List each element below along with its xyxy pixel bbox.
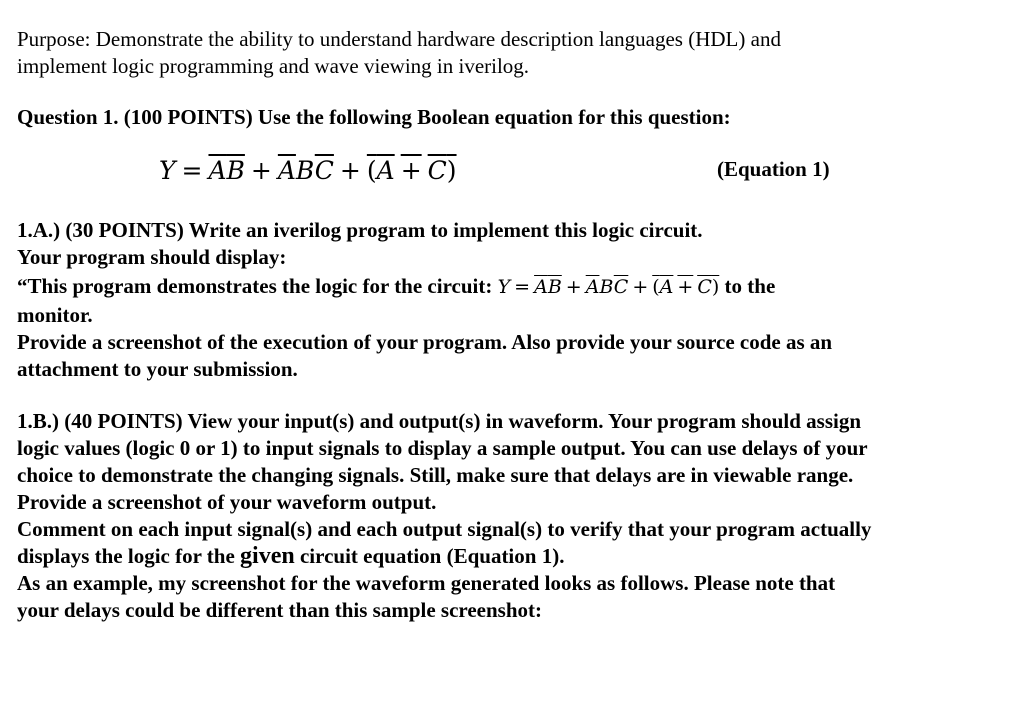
eq-a-bar: $\overline{A}$ xyxy=(534,276,548,298)
eq-negated-group xyxy=(652,276,719,298)
part-a-line-2: Your program should display: xyxy=(17,245,287,269)
part-a-line-1: 1.A.) (30 POINTS) Write an iverilog program to implement this logic circuit. xyxy=(17,218,703,242)
spacer xyxy=(17,80,977,104)
eq-plus: + xyxy=(250,156,272,185)
question-1-heading: Question 1. (100 POINTS) Use the following Boolean equation for this question: xyxy=(17,105,731,129)
part-b-line-1: 1.B.) (40 POINTS) View your input(s) and output(s) in waveform. Your program should assign xyxy=(17,409,862,433)
eq-plus: + xyxy=(565,276,582,298)
part-a-line-4: monitor. xyxy=(17,303,93,327)
eq-b: B xyxy=(599,276,614,298)
boolean-equation xyxy=(159,151,457,191)
eq-rparen: ) xyxy=(446,156,457,185)
part-b-word-given: given xyxy=(240,543,295,569)
part-b-line-6-suffix: circuit equation (Equation 1). xyxy=(294,544,565,568)
eq-negated-group xyxy=(367,156,457,185)
part-a-line-3 xyxy=(17,271,977,302)
part-a-quote-prefix: “This program demonstrates the logic for the circuit: xyxy=(17,274,498,298)
part-b-line-3: choice to demonstrate the changing signals. Still, make sure that delays are in viewable range. xyxy=(17,463,854,487)
eq-b: B xyxy=(295,156,315,185)
part-b-line-2: logic values (logic 0 or 1) to input signals to display a sample output. You can use delays of your xyxy=(17,436,868,460)
eq-c-bar: $\overline{C}$ xyxy=(613,276,629,298)
eq-c-bar: $\overline{C}$ xyxy=(314,156,334,185)
eq-b-bar: $\overline{B}$ xyxy=(226,156,245,185)
part-b-line-4: Provide a screenshot of your waveform output. xyxy=(17,490,437,514)
part-b-line-5: Comment on each input signal(s) and each output signal(s) to verify that your program actually xyxy=(17,517,872,541)
eq-a-bar: $\overline{A}$ xyxy=(208,156,227,185)
eq-lparen: ( xyxy=(652,276,660,298)
inline-equation xyxy=(498,276,720,298)
eq-a-bar: $\overline{A}$ xyxy=(277,156,296,185)
equation-label: (Equation 1) xyxy=(717,157,830,181)
eq-y: Y xyxy=(497,276,511,298)
part-a-line-5: Provide a screenshot of the execution of your program. Also provide your source code as an xyxy=(17,330,833,354)
eq-plus: + xyxy=(677,276,694,298)
part-a-line-6: attachment to your submission. xyxy=(17,357,298,381)
eq-plus: + xyxy=(339,156,361,185)
purpose-line-2: implement logic programming and wave viewing in iverilog. xyxy=(17,54,530,78)
eq-b-bar: $\overline{B}$ xyxy=(547,276,562,298)
part-b-line-8: your delays could be different than this sample screenshot: xyxy=(17,598,543,622)
eq-y: Y xyxy=(159,156,176,185)
part-a-quote-suffix: to the xyxy=(719,274,776,298)
eq-a: A xyxy=(659,276,674,298)
eq-equals: = xyxy=(514,276,531,298)
eq-a: A xyxy=(376,156,395,185)
document-page xyxy=(17,26,977,624)
eq-plus: + xyxy=(400,156,422,185)
spacer xyxy=(17,209,977,217)
purpose-line-1: Purpose: Demonstrate the ability to understand hardware description languages (HDL) and xyxy=(17,27,781,51)
part-b-line-6 xyxy=(17,543,977,570)
part-b-line-6-prefix: displays the logic for the xyxy=(17,544,241,568)
eq-a-bar: $\overline{A}$ xyxy=(585,276,600,298)
spacer xyxy=(17,383,977,408)
equation-row xyxy=(17,151,977,209)
eq-plus: + xyxy=(632,276,649,298)
eq-lparen: ( xyxy=(366,156,377,185)
eq-c: C xyxy=(427,156,447,185)
eq-equals: = xyxy=(181,156,203,185)
eq-c-bar: C xyxy=(697,276,712,298)
eq-rparen: ) xyxy=(711,276,720,298)
part-b-line-7: As an example, my screenshot for the waveform generated looks as follows. Please note that xyxy=(17,571,836,595)
